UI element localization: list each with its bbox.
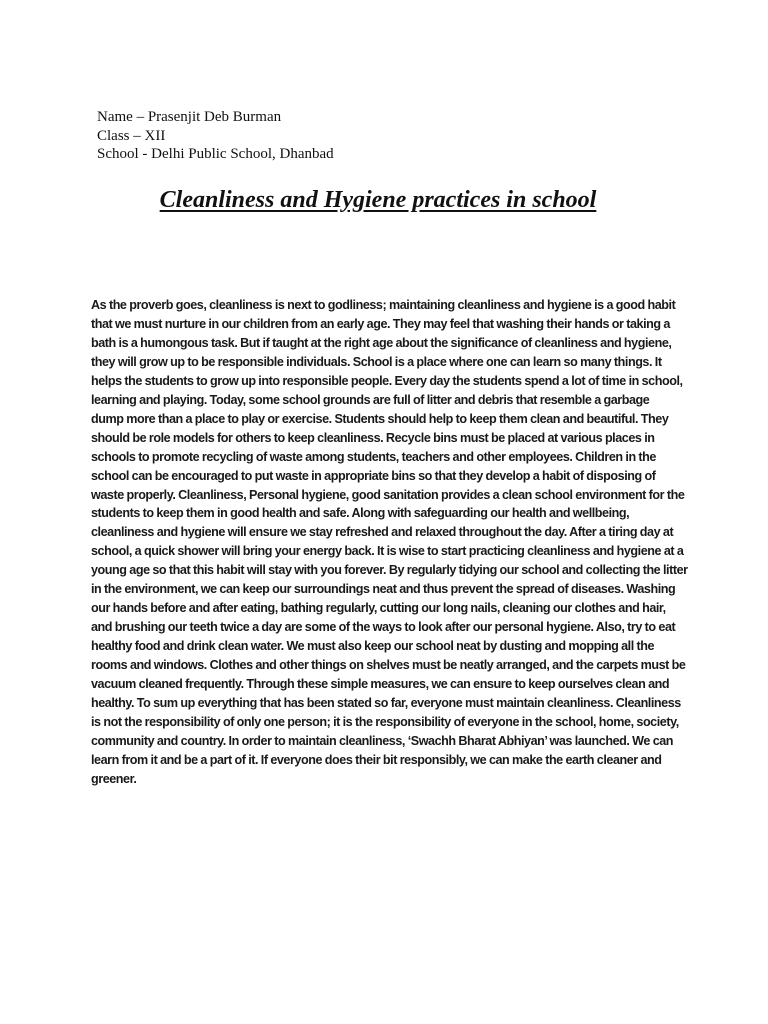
body-line: in the environment, we can keep our surroundings neat and thus prevent the spread of diseases. Washing bbox=[91, 582, 676, 597]
body-line: school can be encouraged to put waste in appropriate bins so that they develop a habit of disposing of bbox=[91, 468, 656, 483]
body-line: learning and playing. Today, some school grounds are full of litter and debris that resemble a garbage bbox=[91, 392, 650, 407]
essay-body bbox=[91, 296, 688, 789]
body-line: bath is a humongous task. But if taught at the right age about the significance of cleanliness and hygiene, bbox=[91, 335, 672, 350]
student-school: School - Delhi Public School, Dhanbad bbox=[97, 146, 334, 162]
body-line: is not the responsibility of only one person; it is the responsibility of everyone in the school, home, society, bbox=[91, 714, 679, 729]
body-line: vacuum cleaned frequently. Through these simple measures, we can ensure to keep ourselves clean and bbox=[91, 677, 670, 692]
body-line: school, a quick shower will bring your energy back. It is wise to start practicing cleanliness and hygiene at a bbox=[91, 544, 684, 559]
body-line: students to keep them in good health and safe. Along with safeguarding our health and wellbeing, bbox=[91, 506, 630, 521]
body-line: young age so that this habit will stay with you forever. By regularly tidying our school and collecting the litter bbox=[91, 563, 688, 578]
body-line: and brushing our teeth twice a day are some of the ways to look after our personal hygiene. Also, try to eat bbox=[91, 620, 676, 635]
body-line: waste properly. Cleanliness, Personal hygiene, good sanitation provides a clean school environment for the bbox=[91, 487, 685, 502]
body-line: cleanliness and hygiene will ensure we stay refreshed and relaxed throughout the day. After a tiring day at bbox=[91, 525, 674, 540]
body-line: rooms and windows. Clothes and other things on shelves must be neatly arranged, and the carpets must be bbox=[91, 658, 686, 673]
body-line: should be role models for others to keep cleanliness. Recycle bins must be placed at various places in bbox=[91, 430, 655, 445]
body-line: dump more than a place to play or exercise. Students should help to keep them clean and beautiful. They bbox=[91, 411, 669, 426]
body-line: As the proverb goes, cleanliness is next to godliness; maintaining cleanliness and hygiene is a good habit bbox=[91, 298, 676, 312]
body-line: learn from it and be a part of it. If everyone does their bit responsibly, we can make the earth cleaner and bbox=[91, 752, 662, 767]
body-line: that we must nurture in our children from an early age. They may feel that washing their hands or taking a bbox=[91, 316, 670, 331]
body-line: healthy. To sum up everything that has been stated so far, everyone must maintain cleanliness. Cleanliness bbox=[91, 696, 681, 711]
essay-title: Cleanliness and Hygiene practices in school bbox=[159, 187, 597, 213]
student-details bbox=[97, 108, 334, 164]
body-line: schools to promote recycling of waste among students, teachers and other employees. Children in the bbox=[91, 449, 656, 464]
body-line: our hands before and after eating, bathing regularly, cutting our long nails, cleaning our clothes and hair, bbox=[91, 601, 666, 616]
body-line: healthy food and drink clean water. We must also keep our school neat by dusting and mopping all the bbox=[91, 639, 655, 654]
body-line: greener. bbox=[91, 771, 137, 786]
student-class: Class – XII bbox=[97, 127, 166, 144]
body-line: they will grow up to be responsible individuals. School is a place where one can learn so many things. It bbox=[91, 354, 662, 369]
body-line: community and country. In order to maintain cleanliness, ‘Swachh Bharat Abhiyan’ was launched. We can bbox=[91, 733, 674, 748]
body-line: helps the students to grow up into responsible people. Every day the students spend a lot of time in school, bbox=[91, 373, 683, 388]
student-name: Name – Prasenjit Deb Burman bbox=[97, 109, 282, 125]
